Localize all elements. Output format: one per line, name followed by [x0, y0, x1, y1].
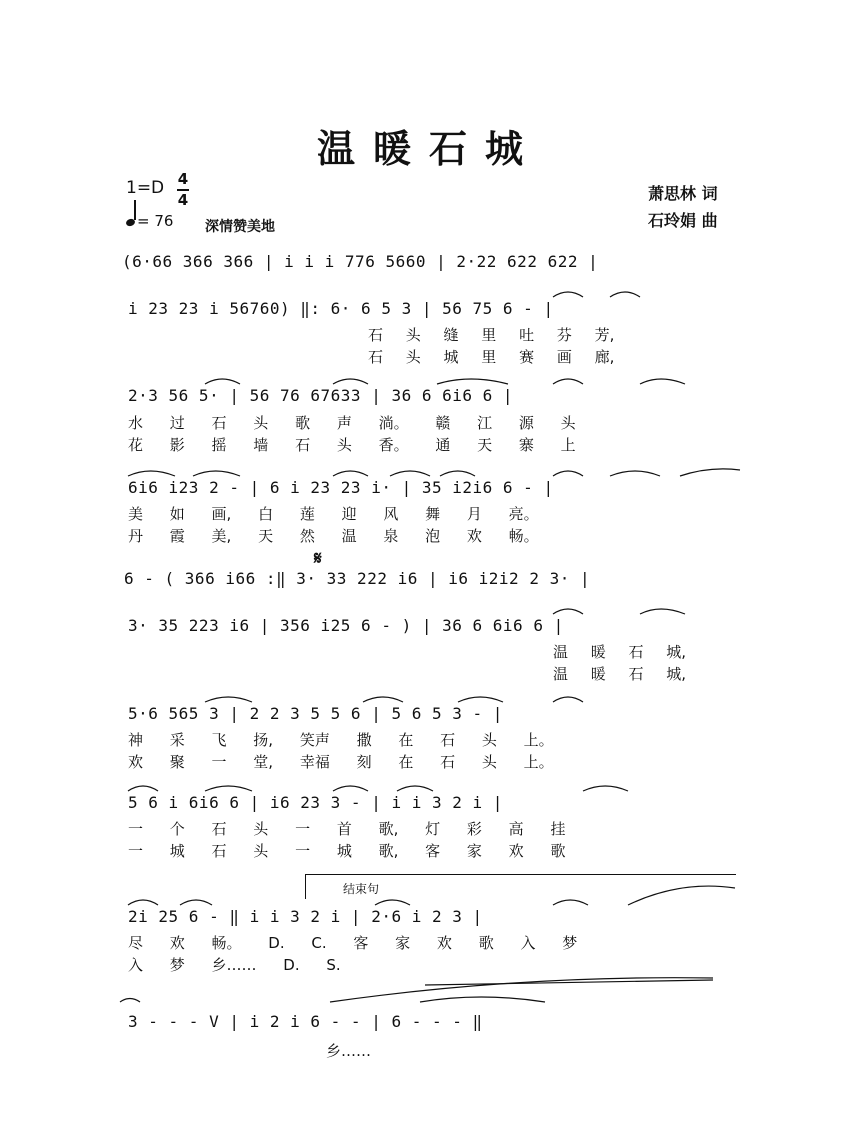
- lyrics-row-7-verse-1: 神 采 飞 扬, 笑声 撒 在 石 头 上。: [128, 731, 554, 749]
- slur-arc: [193, 471, 240, 476]
- lyrics-row-3-verse-1: 水 过 石 头 歌 声 淌。 赣 江 源 头: [128, 414, 576, 432]
- score-row-1: (6·66 366 366 | i i i 776 5660 | 2·22 622 622 |: [122, 252, 599, 271]
- slur-arc: [205, 379, 240, 384]
- score-row-2: i 23 23 i 56760) ‖: 6· 6 5 3 | 56 75 6 - |: [128, 299, 554, 318]
- time-signature-top: 4: [177, 170, 189, 188]
- slur-arc: [120, 999, 140, 1003]
- composer-credit: 石玲娟 曲: [648, 211, 718, 230]
- slur-arc: [440, 471, 475, 476]
- score-row-4: 6i6 i23 2 - | 6 i 23 23 i· | 35 i2i6 6 - |: [128, 478, 554, 497]
- score-row-3: 2·3 56 5· | 56 76 67633 | 36 6 6i6 6 |: [128, 386, 514, 405]
- slur-arc: [437, 379, 508, 384]
- slur-arc: [375, 900, 410, 905]
- slur-arc: [553, 379, 583, 384]
- slur-arc: [610, 292, 640, 297]
- slur-arc: [333, 786, 368, 791]
- lyrics-row-10: 乡……: [326, 1042, 372, 1060]
- expression-marking: 深情赞美地: [205, 219, 275, 235]
- lyrics-row-8-verse-2: 一 城 石 头 一 城 歌, 客 家 欢 歌: [128, 842, 566, 860]
- score-row-9: 2i 25 6 - ‖ i i 3 2 i | 2·6 i 2 3 |: [128, 907, 483, 926]
- slur-arc: [553, 697, 583, 702]
- slur-arc: [553, 900, 588, 905]
- key-signature: 1=D: [126, 178, 165, 198]
- slur-arc: [640, 379, 685, 384]
- slur-arc: [553, 292, 583, 297]
- lyrics-row-9-verse-2: 入 梦 乡…… D. S.: [128, 956, 341, 974]
- lyrics-row-3-verse-2: 花 影 摇 墙 石 头 香。 通 天 寨 上: [128, 436, 576, 454]
- score-row-5: 6 - ( 366 i66 :‖ 3· 33 222 i6 | i6 i2i2 2 3· |: [124, 569, 591, 588]
- slur-arc: [333, 471, 368, 476]
- lyrics-row-9-verse-1: 尽 欢 畅。 D. C. 客 家 欢 歌 入 梦: [128, 934, 578, 952]
- lyrics-row-2-verse-2: 石 头 城 里 赛 画 廊,: [368, 348, 615, 366]
- coda-label: 结束句: [343, 882, 380, 896]
- lyrics-row-6-verse-2: 温 暖 石 城,: [553, 665, 687, 683]
- slur-arc: [628, 886, 735, 905]
- slur-arc: [553, 609, 583, 614]
- lyrics-row-8-verse-1: 一 个 石 头 一 首 歌, 灯 彩 高 挂: [128, 820, 566, 838]
- slur-arc: [553, 471, 583, 476]
- slur-arc: [458, 697, 503, 702]
- slur-arc: [425, 980, 713, 985]
- slur-arc: [390, 471, 430, 476]
- slur-arc: [205, 786, 252, 791]
- lyrics-row-4-verse-2: 丹 霞 美, 天 然 温 泉 泡 欢 畅。: [128, 527, 539, 545]
- score-row-8: 5 6 i 6i6 6 | i6 23 3 - | i i 3 2 i |: [128, 793, 503, 812]
- lyrics-row-6-verse-1: 温 暖 石 城,: [553, 643, 687, 661]
- tempo-value: = 76: [137, 212, 174, 230]
- lyrics-row-7-verse-2: 欢 聚 一 堂, 幸福 刻 在 石 头 上。: [128, 753, 554, 771]
- slur-arc: [363, 697, 403, 702]
- slur-arc: [128, 900, 158, 905]
- score-row-7: 5·6 565 3 | 2 2 3 5 5 6 | 5 6 5 3 - |: [128, 704, 503, 723]
- slur-arc: [128, 471, 175, 476]
- score-row-10: 3 - - - V | i 2 i 6 - - | 6 - - - ‖: [128, 1012, 483, 1031]
- slur-arc: [180, 900, 212, 905]
- slur-arc: [397, 786, 433, 791]
- slur-arc: [420, 997, 545, 1002]
- slur-arc: [640, 609, 685, 614]
- slur-arc: [583, 786, 628, 791]
- slur-arc: [680, 469, 740, 476]
- slur-arc: [333, 379, 368, 384]
- slur-arc: [610, 471, 660, 476]
- lyrics-row-2-verse-1: 石 头 缝 里 吐 芬 芳,: [368, 326, 615, 344]
- lyricist-credit: 萧思林 词: [648, 184, 718, 203]
- slur-arc: [128, 786, 158, 791]
- score-row-6: 3· 35 223 i6 | 356 i25 6 - ) | 36 6 6i6 6 |: [128, 616, 564, 635]
- lyrics-row-4-verse-1: 美 如 画, 白 莲 迎 风 舞 月 亮。: [128, 505, 539, 523]
- slur-arc: [205, 697, 252, 702]
- song-title: 温暖石城: [316, 126, 541, 171]
- segno-sign: 𝄋: [314, 548, 322, 569]
- time-signature-bottom: 4: [177, 191, 189, 209]
